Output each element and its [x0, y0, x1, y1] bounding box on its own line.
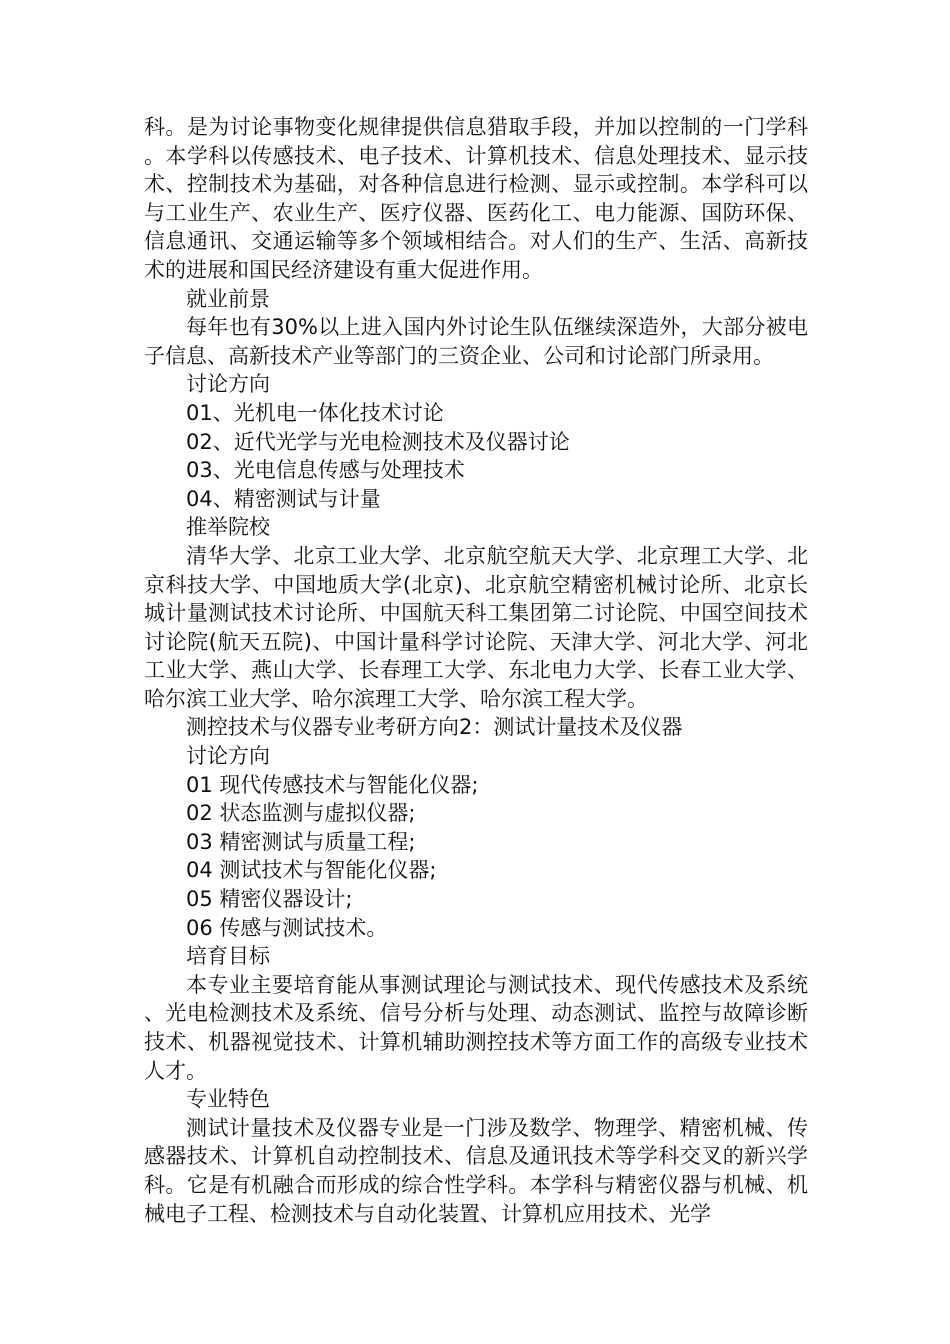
paragraph-intro-continued: 科。是为讨论事物变化规律提供信息猎取手段，并加以控制的一门学科。本学科以传感技术、电子技术、计算机技术、信息处理技术、显示技术、控制技术为基础，对各种信息进行检测、显示或控制。本学科可以与工业生产、农业生产、医疗仪器、医药化工、电力能源、国防环保、信息通讯、交通运输等多个领域相结合。对人们的生产、生活、高新技术的进展和国民经济建设有重大促进作用。 — [144, 115, 808, 282]
list-item-direction-02: 02、近代光学与光电检测技术及仪器讨论 — [186, 429, 570, 454]
list-item-direction-2-05: 05 精密仪器设计; — [186, 887, 353, 912]
list-item-direction-04: 04、精密测试与计量 — [186, 486, 381, 511]
paragraph-employment: 每年也有30%以上进入国内外讨论生队伍继续深造外，大部分被电子信息、高新技术产业等部门的三资企业、公司和讨论部门所录用。 — [144, 315, 808, 368]
list-item-direction-2-02: 02 状态监测与虚拟仪器; — [186, 801, 416, 826]
heading-direction-2: 测控技术与仪器专业考研方向2：测试计量技术及仪器 — [186, 715, 683, 740]
list-item-direction-2-03: 03 精密测试与质量工程; — [186, 829, 416, 854]
paragraph-recommended-schools: 清华大学、北京工业大学、北京航空航天大学、北京理工大学、北京科技大学、中国地质大学(北京)、北京航空精密机械讨论所、北京长城计量测试技术讨论所、中国航天科工集团第二讨论院、中国空间技术讨论院(航天五院)、中国计量科学讨论院、天津大学、河北大学、河北工业大学、燕山大学、长春理工大学、东北电力大学、长春工业大学、哈尔滨工业大学、哈尔滨理工大学、哈尔滨工程大学。 — [144, 543, 808, 711]
paragraph-major-features: 测试计量技术及仪器专业是一门涉及数学、物理学、精密机械、传感器技术、计算机自动控制技术、信息及通讯技术等学科交叉的新兴学科。它是有机融合而形成的综合性学科。本学科与精密仪器与机械、机械电子工程、检测技术与自动化装置、计算机应用技术、光学 — [144, 1115, 808, 1226]
heading-research-directions: 讨论方向 — [186, 372, 270, 397]
heading-research-directions-2: 讨论方向 — [186, 744, 270, 769]
heading-major-features: 专业特色 — [186, 1087, 270, 1112]
list-item-direction-2-04: 04 测试技术与智能化仪器; — [186, 858, 437, 883]
list-item-direction-2-06: 06 传感与测试技术。 — [186, 915, 388, 940]
heading-recommended-schools: 推举院校 — [186, 515, 270, 540]
list-item-direction-03: 03、光电信息传感与处理技术 — [186, 458, 465, 483]
document-body — [144, 113, 808, 1228]
paragraph-training-goals: 本专业主要培育能从事测试理论与测试技术、现代传感技术及系统、光电检测技术及系统、信号分析与处理、动态测试、监控与故障诊断技术、机器视觉技术、计算机辅助测控技术等方面工作的高级专业技术人才。 — [144, 972, 808, 1083]
heading-training-goals: 培育目标 — [186, 944, 270, 969]
heading-employment: 就业前景 — [186, 286, 270, 311]
list-item-direction-01: 01、光机电一体化技术讨论 — [186, 400, 444, 425]
list-item-direction-2-01: 01 现代传感技术与智能化仪器; — [186, 772, 479, 797]
